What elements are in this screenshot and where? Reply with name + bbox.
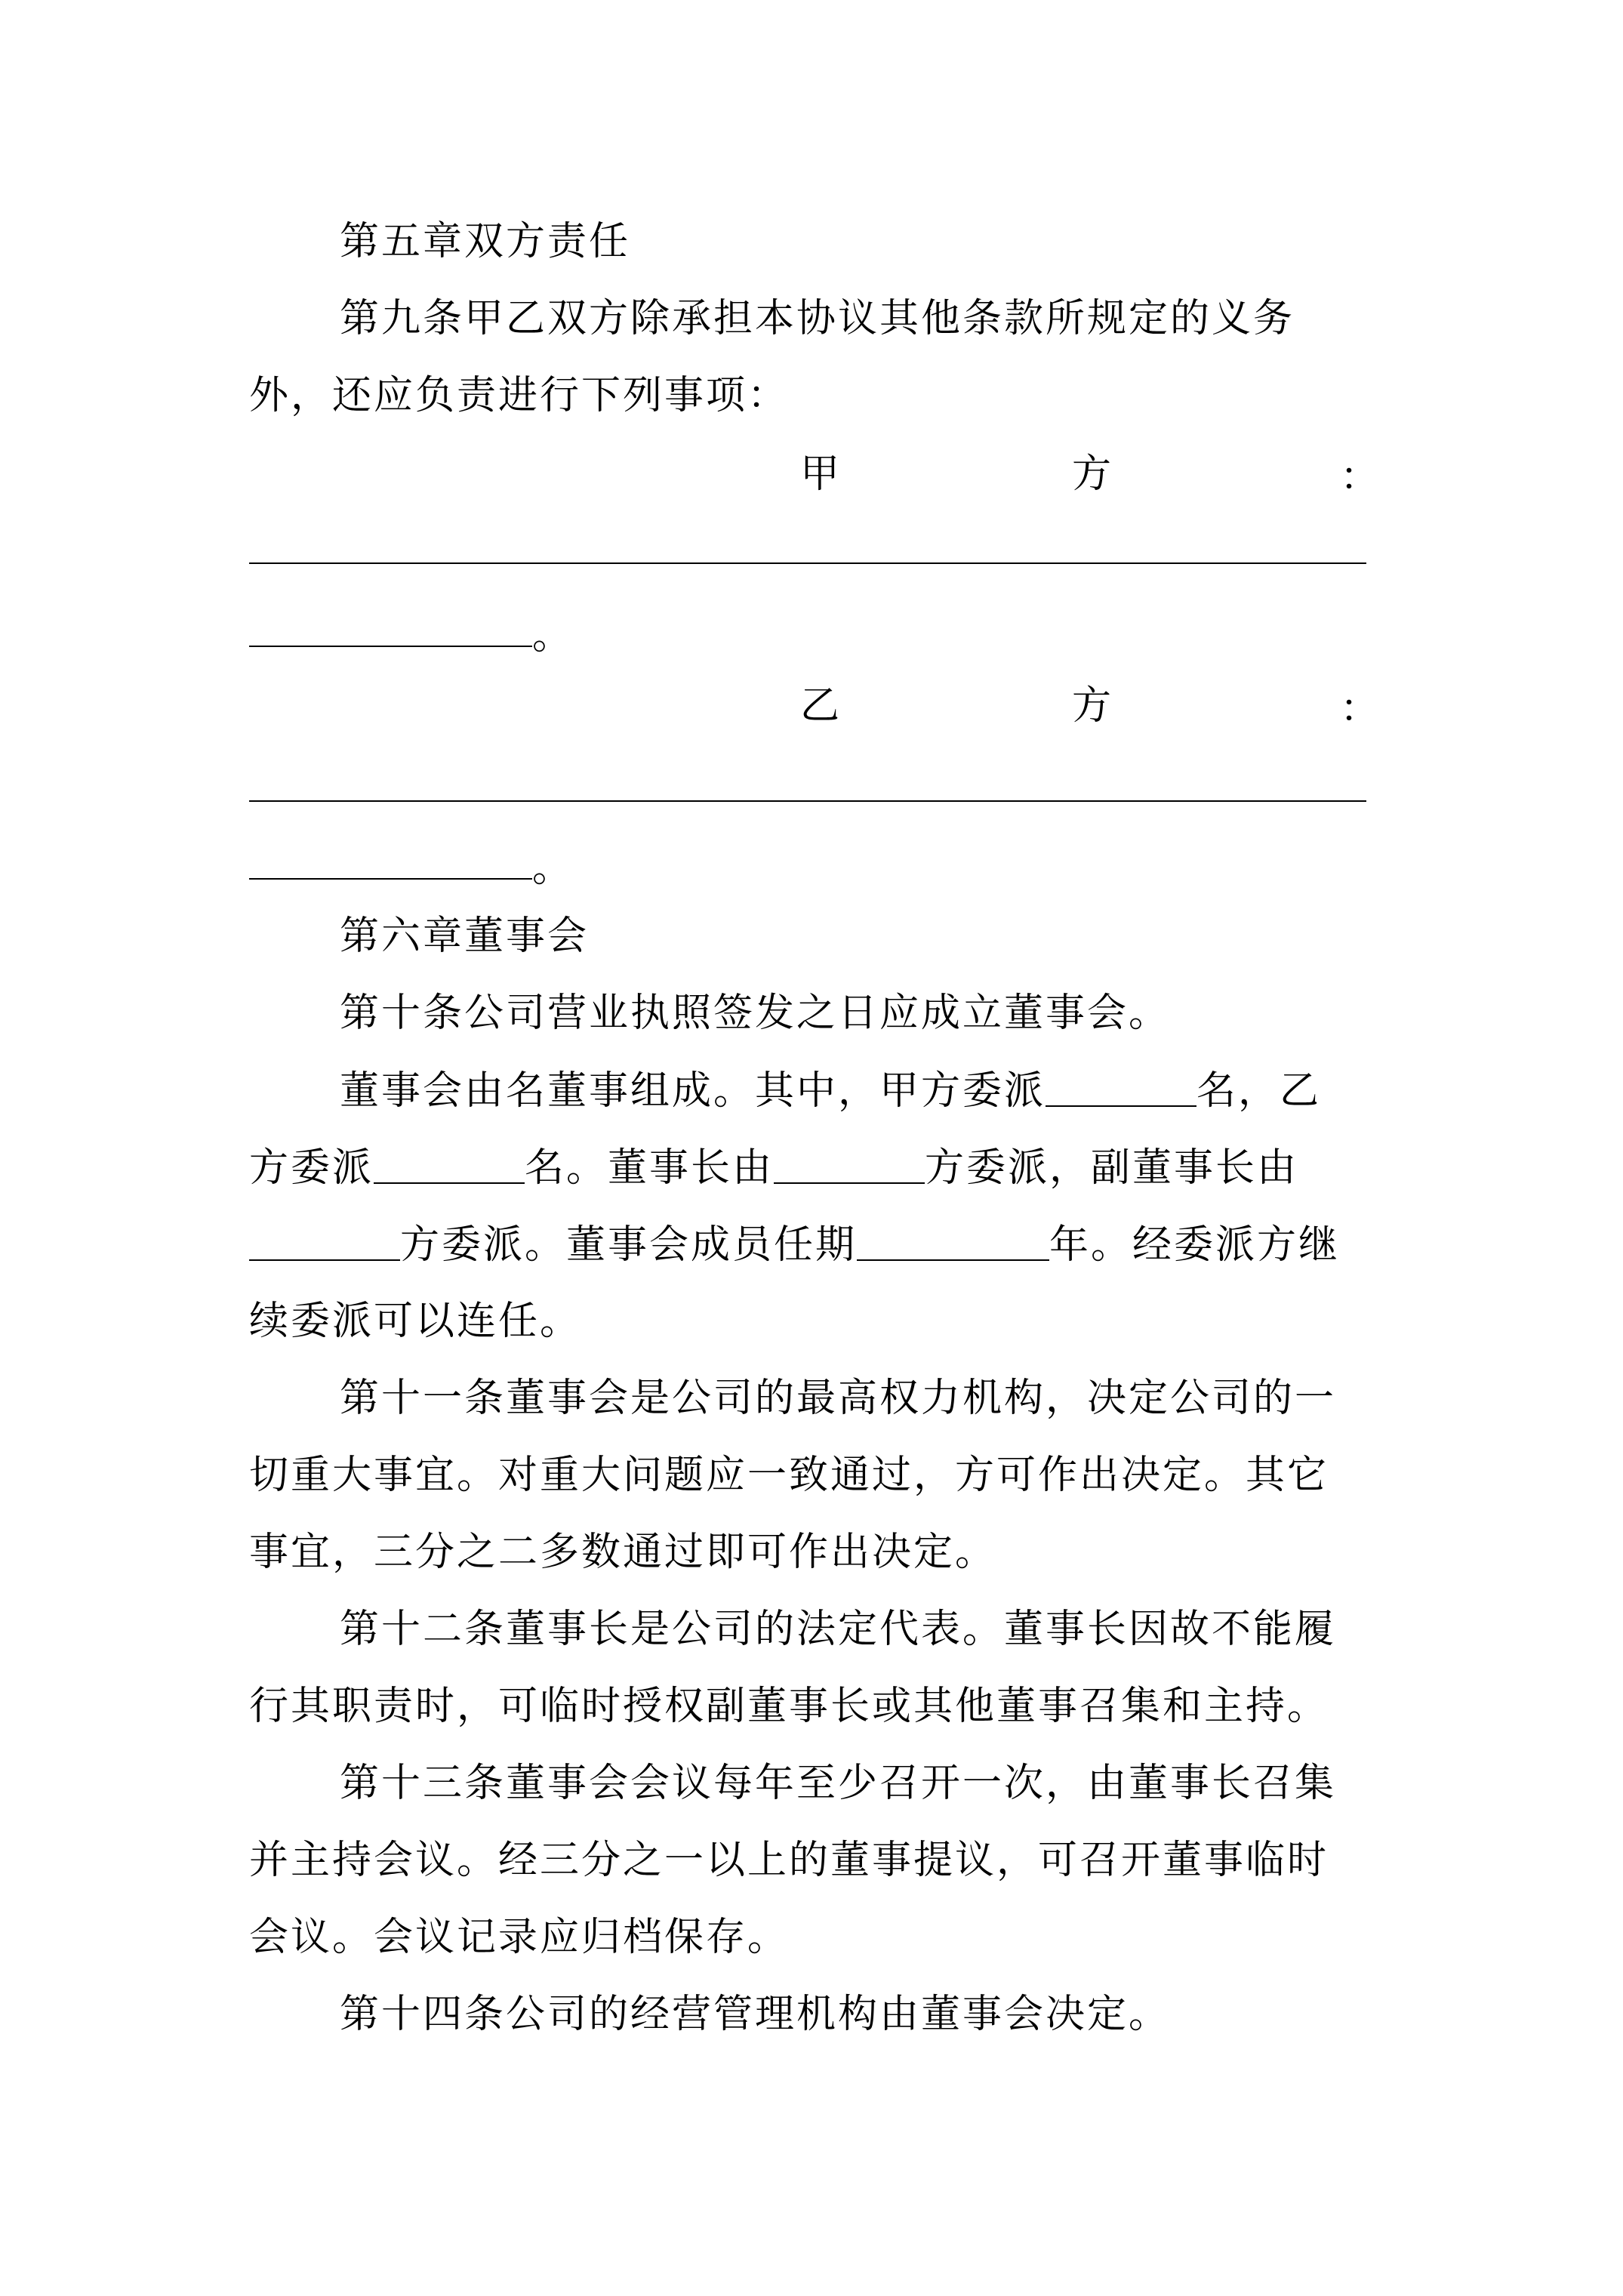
article-13-line-2: 并主持会议。经三分之一以上的董事提议，可召开董事临时 <box>249 1838 1329 1883</box>
article-11-line-1: 第十一条董事会是公司的最高权力机构，决定公司的一 <box>340 1376 1337 1421</box>
board-line-4: 续委派可以连任。 <box>249 1299 582 1344</box>
party-a-signature-line <box>249 562 1366 564</box>
party-a-directors-blank <box>1046 1071 1196 1107</box>
term-years-blank <box>857 1225 1049 1261</box>
party-b-end-mark: 。 <box>532 846 572 891</box>
party-a-end-mark: 。 <box>532 613 572 658</box>
party-b-colon: ： <box>1340 686 1380 732</box>
article-11-line-3: 事宜，三分之二多数通过即可作出决定。 <box>249 1530 997 1575</box>
party-a-char-1: 甲 <box>800 451 840 497</box>
chapter-5-title: 第五章双方责任 <box>340 219 631 264</box>
article-12-line-1: 第十二条董事长是公司的法定代表。董事长因故不能履 <box>340 1607 1337 1652</box>
board-line-2-text-b: 名。董事长由 <box>525 1145 775 1191</box>
article-10: 第十条公司营业执照签发之日应成立董事会。 <box>340 991 1171 1036</box>
board-line-1 <box>340 1068 1381 1116</box>
board-line-1-text-a: 董事会由名董事组成。其中，甲方委派 <box>340 1068 1046 1114</box>
chapter-6-title: 第六章董事会 <box>340 914 590 959</box>
party-b-char-1: 乙 <box>800 683 840 729</box>
party-a-char-2: 方 <box>1072 451 1112 497</box>
party-a-signature-line-2 <box>249 646 532 647</box>
board-line-1-text-b: 名，乙 <box>1196 1068 1322 1114</box>
chairman-party-blank <box>774 1148 925 1184</box>
board-line-2 <box>249 1145 1381 1193</box>
board-line-3-text-b: 年。经委派方继 <box>1049 1222 1341 1268</box>
party-b-directors-blank <box>374 1148 525 1184</box>
party-a-colon: ： <box>1340 455 1380 500</box>
article-14: 第十四条公司的经营管理机构由董事会决定。 <box>340 1992 1171 2037</box>
article-13-line-1: 第十三条董事会会议每年至少召开一次，由董事长召集 <box>340 1761 1337 1806</box>
board-line-2-text-a: 方委派 <box>249 1145 374 1191</box>
article-9-line-2: 外，还应负责进行下列事项： <box>249 373 790 418</box>
board-line-2-text-c: 方委派，副董事长由 <box>925 1145 1299 1191</box>
board-line-3 <box>249 1222 1381 1270</box>
article-11-line-2: 切重大事宜。对重大问题应一致通过，方可作出决定。其它 <box>249 1453 1329 1498</box>
party-b-signature-line-2 <box>249 878 532 880</box>
vice-chairman-party-blank <box>249 1225 400 1261</box>
article-12-line-2: 行其职责时，可临时授权副董事长或其他董事召集和主持。 <box>249 1684 1329 1729</box>
article-9-line-1: 第九条甲乙双方除承担本协议其他条款所规定的义务 <box>340 296 1295 341</box>
party-b-signature-line <box>249 800 1366 802</box>
article-13-line-3: 会议。会议记录应归档保存。 <box>249 1915 790 1960</box>
board-line-3-text-a: 方委派。董事会成员任期 <box>400 1222 858 1268</box>
party-b-char-2: 方 <box>1072 683 1112 729</box>
